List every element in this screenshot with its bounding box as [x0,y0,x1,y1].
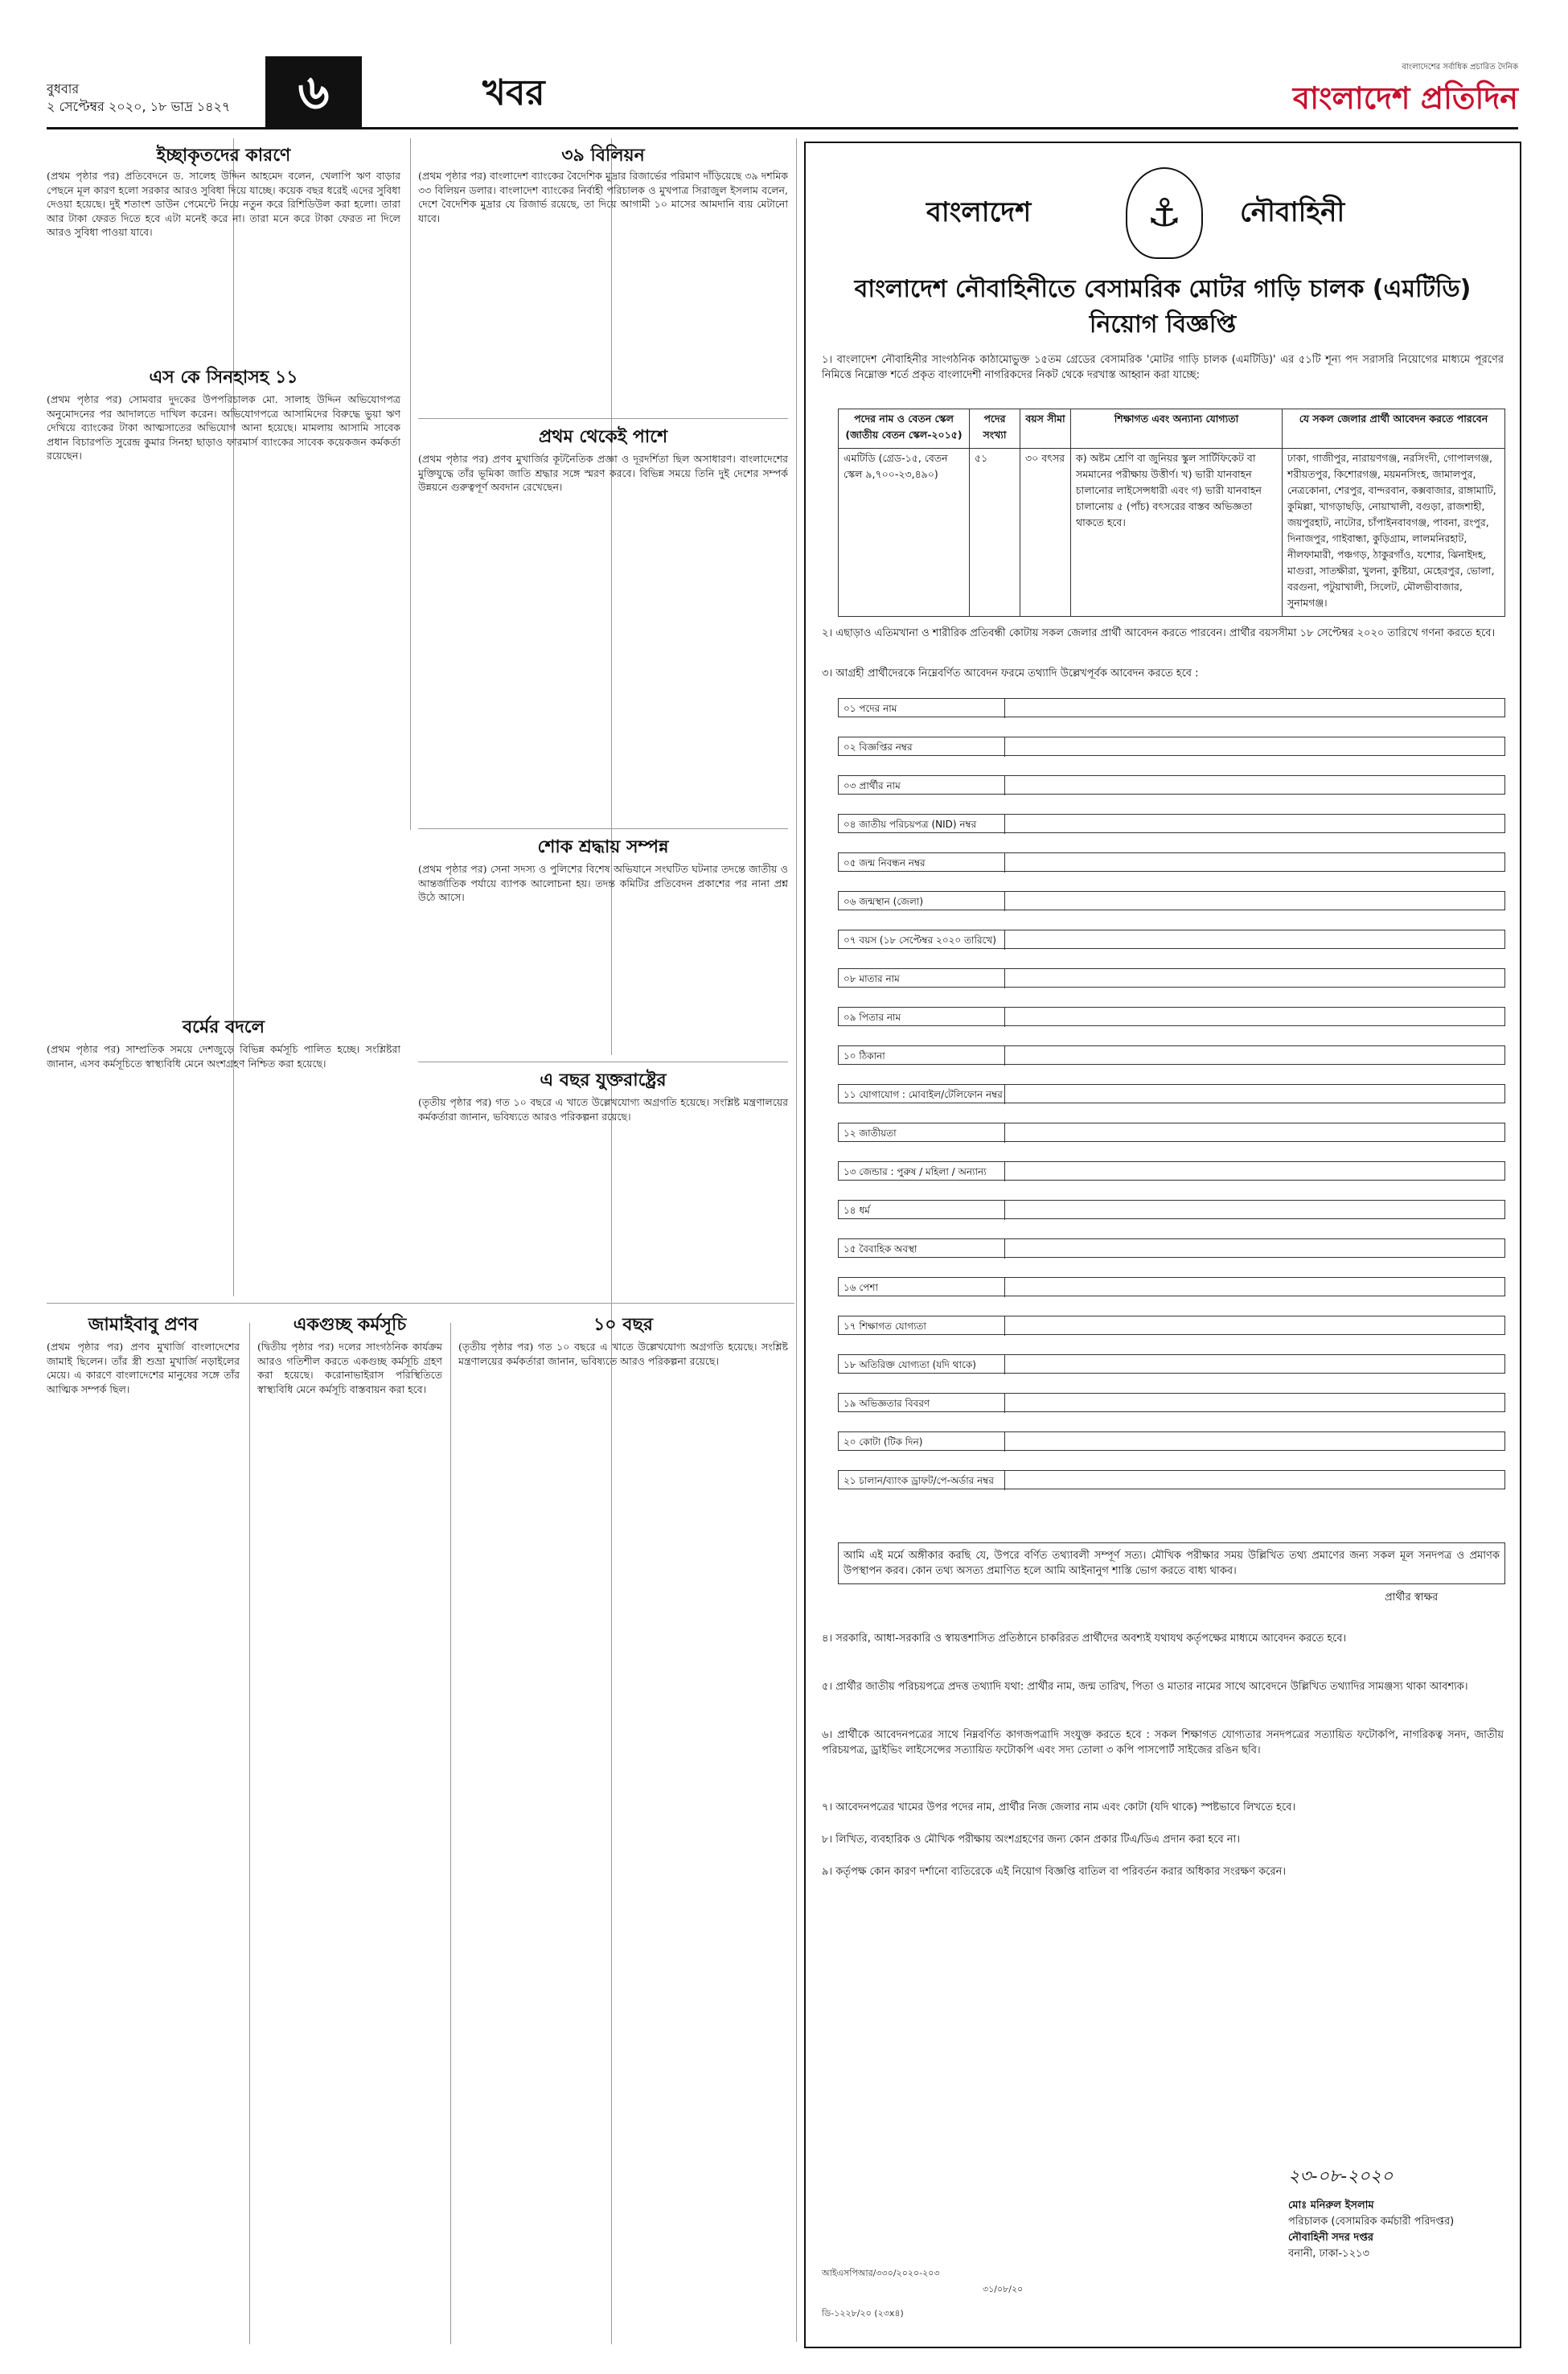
headline-9: একগুচ্ছ কর্মসূচি [293,1315,407,1335]
signer-office: নৌবাহিনী সদর দপ্তর [1288,2232,1374,2244]
form-row [838,891,1505,910]
headline-3: এস কে সিনহাসহ ১১ [149,368,298,388]
ref-number: আইএসপিআর/৩৩০/২০২০-২০৩ [822,2268,940,2278]
form-row-label: ২১ চালান/ব্যাংক ড্রাফট/পে-অর্ডার নম্বর [844,1471,1005,1490]
form-row [838,1393,1505,1412]
headline-1: ইচ্ছাকৃতদের কারণে [156,146,291,166]
form-row [838,775,1505,795]
form-row-label: ০৬ জন্মস্থান (জেলা) [844,892,1005,911]
form-row [838,1084,1505,1103]
ad-item-2: ২। এছাড়াও এতিমখানা ও শারীরিক প্রতিবন্ধী কোটায় সকল জেলার প্রার্থী আবেদন করতে পারবেন। প্রার্থীর বয়সসীমা ১৮ সেপ্টেম্বর ২০২০ তারিখে গণনা করতে হবে। [822,627,1496,639]
ad-intro: ১। বাংলাদেশ নৌবাহিনীর সাংগঠনিক কাঠামোভুক্ত ১৫তম গ্রেডের বেসামরিক 'মোটর গাড়ি চালক (এমটিডি)' এর ৫১টি শূন্য পদ সরাসরি নিয়োগের মাধ্যমে পূরণের নিমিত্তে নিম্নোক্ত শর্তে প্রকৃত বাংলাদেশী নাগরিকদের নিকট থেকে দরখাস্ত আহ্বান করা যাচ্ছে: [822,354,1504,381]
form-row-label: ০৮ মাতার নাম [844,969,1005,988]
form-row [838,968,1505,988]
article-body-10: (তৃতীয় পৃষ্ঠার পর) গত ১০ বছরে এ খাতে উল্লেখযোগ্য অগ্রগতি হয়েছে। সংশ্লিষ্ট মন্ত্রণালয়ের কর্মকর্তারা জানান, ভবিষ্যতে আরও পরিকল্পনা রয়েছে। [458,1341,788,1367]
form-row [838,1007,1505,1026]
form-row-label: ০২ বিজ্ঞপ্তির নম্বর [844,737,1005,757]
header-day: বুধবার [47,81,80,97]
header-rule [47,127,1518,129]
column-divider [410,138,411,830]
table-cell: ক) অষ্টম শ্রেণি বা জুনিয়র স্কুল সার্টিফিকেট বা সমমানের পরীক্ষায় উত্তীর্ণ। খ) ভারী যানবাহন চালানোর লাইসেন্সধারী এবং গ) ভারী যানবাহন চালানোয় ৫ (পাঁচ) বৎসরের বাস্তব অভিজ্ঞতা থাকতে হবে। [1071,449,1283,617]
headline-8: জামাইবাবু প্রণব [88,1315,199,1335]
section-title: খবর [482,72,545,113]
headline-2: ৩৯ বিলিয়ন [561,146,645,166]
form-row [838,1238,1505,1258]
article-body-6: (প্রথম পৃষ্ঠার পর) সাম্প্রতিক সময়ে দেশজুড়ে বিভিন্ন কর্মসূচি পালিত হচ্ছে। সংশ্লিষ্টরা জানান, এসব কর্মসূচিতে স্বাস্থ্যবিধি মেনে অংশগ্রহণ নিশ্চিত করা হয়েছে। [47,1043,400,1070]
form-row [838,1470,1505,1489]
form-row-label: ১৫ বৈবাহিক অবস্থা [844,1239,1005,1259]
form-row [838,1316,1505,1335]
article-body-1: (প্রথম পৃষ্ঠার পর) প্রতিবেদনে ড. সালেহ উদ্দিন আহমেদ বলেন, খেলাপি ঋণ বাড়ার পেছনে মূল কারণ হলো সরকার আরও সুবিধা দিয়ে যাচ্ছে। কয়েক বছর ধরেই এদের সুবিধা দেওয়া হয়েছে। দুই শতাংশ ডাউন পেমেন্টে নিয়ে নতুন করে রিশিডিউল করা হলো। তারা আর টাকা ফেরত দিতে হবে এটা মনেই করে না। তারা মনে করে টাকা ফেরত না দিলে আরও সুবিধা পাওয়া যাবে। [47,170,400,239]
form-row [838,930,1505,949]
section-divider [418,828,788,829]
form-row-label: ১০ ঠিকানা [844,1046,1005,1066]
headline-4: প্রথম থেকেই পাশে [538,427,668,447]
form-row-label: ১২ জাতীয়তা [844,1123,1005,1143]
form-row-label: ০৯ পিতার নাম [844,1008,1005,1027]
form-row [838,1354,1505,1374]
form-row [838,1277,1505,1296]
form-row-label: ১৯ অভিজ্ঞতার বিবরণ [844,1394,1005,1413]
ad-code: ডি-১২২৮/২০ (২৩x৪) [822,2308,904,2319]
signature-label: প্রার্থীর স্বাক্ষর [1385,1592,1439,1604]
article-body-5: (প্রথম পৃষ্ঠার পর) সেনা সদস্য ও পুলিশের বিশেষ অভিযানে সংঘটিত ঘটনার তদন্তে জাতীয় ও আন্তর্জাতিক পর্যায়ে ব্যাপক আলোচনা হয়। তদন্ত কমিটির প্রতিবেদন প্রকাশের পর নানা প্রশ্ন উঠে আসে। [418,863,788,904]
article-body-3: (প্রথম পৃষ্ঠার পর) সোমবার দুদকের উপপরিচালক মো. সালাহ উদ্দিন অভিযোগপত্র অনুমোদনের পর আদালতে দাখিল করেন। অভিযোগপত্রে আসামিদের বিরুদ্ধে ভুয়া ঋণ দেখিয়ে ব্যাংকের টাকা আত্মসাতের অভিযোগ আনা হয়েছে। মামলায় আসামি সাবেক প্রধান বিচারপতি সুরেন্দ্র কুমার সিনহা ছাড়াও ফারমার্স ব্যাংকের সাবেক কয়েকজন কর্মকর্তা রয়েছেন। [47,393,400,462]
form-row-label: ০৩ প্রার্থীর নাম [844,776,1005,795]
form-row-label: ০১ পদের নাম [844,699,1005,718]
signer-address: বনানী, ঢাকা-১২১৩ [1288,2248,1369,2260]
article-body-9: (দ্বিতীয় পৃষ্ঠার পর) দলের সাংগঠনিক কার্যক্রম আরও গতিশীল করতে একগুচ্ছ কর্মসূচি গ্রহণ করা হয়েছে। করোনাভাইরাস পরিস্থিতিতে স্বাস্থ্যবিধি মেনে কর্মসূচি বাস্তবায়ন করা হবে। [257,1341,442,1395]
form-row-label: ০৭ বয়স (১৮ সেপ্টেম্বর ২০২০ তারিখে) [844,930,1005,950]
ad-item-7: ৭। আবেদনপত্রের খামের উপর পদের নাম, প্রার্থীর নিজ জেলার নাম এবং কোটা (যদি থাকে) স্পষ্টভাবে লিখতে হবে। [822,1801,1296,1813]
form-row [838,1200,1505,1219]
headline-7: এ বছর যুক্তরাষ্ট্রের [540,1070,667,1090]
header-date [47,80,230,116]
ad-item-8: ৮। লিখিত, ব্যবহারিক ও মৌখিক পরীক্ষায় অংশগ্রহণের জন্য কোন প্রকার টিএ/ডিএ প্রদান করা হবে না। [822,1834,1240,1846]
header-date-text: ২ সেপ্টেম্বর ২০২০, ১৮ ভাদ্র ১৪২৭ [47,99,231,114]
headline-5: শোক শ্রদ্ধায় সম্পন্ন [537,837,669,857]
table-cell: ঢাকা, গাজীপুর, নারায়ণগঞ্জ, নরসিংদী, গোপালগঞ্জ, শরীয়তপুর, কিশোরগঞ্জ, ময়মনসিংহ, জামালপুর, নেত্রকোনা, শেরপুর, বান্দরবান, কক্সবাজার, রাঙ্গামাটি, কুমিল্লা, খাগড়াছড়ি, নোয়াখালী, বগুড়া, রাজশাহী, জয়পুরহাট, নাটোর, চাঁপাইনবাবগঞ্জ, পাবনা, রংপুর, দিনাজপুর, গাইবান্ধা, কুড়িগ্রাম, লালমনিরহাট, নীলফামারী, পঞ্চগড়, ঠাকুরগাঁও, যশোর, ঝিনাইদহ, মাগুরা, সাতক্ষীরা, খুলনা, কুষ্টিয়া, মেহেরপুর, ভোলা, বরগুনা, পটুয়াখালী, সিলেট, মৌলভীবাজার, সুনামগঞ্জ। [1283,449,1505,617]
newspaper-logo [1293,61,1518,126]
column-divider [796,138,797,2342]
ad-item-3: ৩। আগ্রহী প্রার্থীদেরকে নিম্নেবর্ণিত আবেদন ফরমে তথ্যাদি উল্লেখপূর্বক আবেদন করতে হবে : [822,667,1199,680]
recruitment-ad [804,142,1521,2348]
table-cell: ৩০ বৎসর [1020,449,1071,617]
form-row-label: ১৮ অতিরিক্ত যোগ্যতা (যদি থাকে) [844,1355,1005,1374]
page-number: ৬ [265,56,362,129]
form-row [838,814,1505,833]
signature-date: ২৩-০৮-২০২০ [1288,2167,1394,2187]
column-divider [249,1323,250,2344]
form-row [838,1123,1505,1142]
declaration: আমি এই মর্মে অঙ্গীকার করছি যে, উপরে বর্ণিত তথ্যাবলী সম্পূর্ণ সত্য। মৌখিক পরীক্ষার সময় উল্লিখিত তথ্য প্রমাণের জন্য সকল মূল সনদপত্র ও প্রমাণক উপস্থাপন করব। কোন তথ্য অসত্য প্রমাণিত হলে আমি আইনানুগ শাস্তি ভোগ করতে বাধ্য থাকব। [838,1542,1505,1584]
form-row-label: ২০ কোটা (টিক দিন) [844,1432,1005,1452]
ad-item-6: ৬। প্রার্থীকে আবেদনপত্রের সাথে নিম্নবর্ণিত কাগজপত্রাদি সংযুক্ত করতে হবে : সকল শিক্ষাগত যোগ্যতার সনদপত্রের সত্যায়িত ফটোকপি, নাগরিকত্ব সনদ, জাতীয় পরিচয়পত্র, ড্রাইভিং লাইসেন্সের সত্যায়িত ফটোকপি এবং সদ্য তোলা ৩ কপি পাসপোর্ট সাইজের রঙিন ছবি। [822,1729,1504,1756]
headline-6: বর্মের বদলে [182,1017,265,1037]
form-row [838,852,1505,872]
signer-name: মোঃ মনিরুল ইসলাম [1288,2199,1374,2212]
ad-title: বাংলাদেশ নৌবাহিনীতে বেসামরিক মোটর গাড়ি চালক (এমটিডি) নিয়োগ বিজ্ঞপ্তি [854,275,1472,339]
article-body-8: (প্রথম পৃষ্ঠার পর) প্রণব মুখার্জি বাংলাদেশের জামাই ছিলেন। তাঁর স্ত্রী শুভ্রা মুখার্জি নড়াইলের মেয়ে। এ কারণে বাংলাদেশের মানুষের সঙ্গে তাঁর আত্মিক সম্পর্ক ছিল। [47,1341,240,1395]
signer-title: পরিচালক (বেসামরিক কর্মচারী পরিদপ্তর) [1288,2216,1455,2228]
form-row-label: ১৭ শিক্ষাগত যোগ্যতা [844,1316,1005,1336]
newspaper-name: বাংলাদেশ প্রতিদিন [1292,80,1518,116]
form-row-label: ০৪ জাতীয় পরিচয়পত্র (NID) নম্বর [844,815,1005,834]
section-divider [418,418,788,419]
ad-org-right: নৌবাহিনী [1240,196,1345,228]
ref-date: ৩১/০৮/২০ [983,2284,1024,2294]
form-row [838,698,1505,717]
headline-10: ১০ বছর [593,1315,653,1335]
table-header: যে সকল জেলার প্রার্থী আবেদন করতে পারবেন [1283,409,1505,449]
form-row-label: ০৫ জন্ম নিবন্ধন নম্বর [844,853,1005,873]
form-row-label: ১৬ পেশা [844,1278,1005,1297]
form-row [838,1431,1505,1451]
form-row [838,1045,1505,1065]
newspaper-tagline: বাংলাদেশের সর্বাধিক প্রচারিত দৈনিক [1402,63,1518,72]
ad-item-9: ৯। কর্তৃপক্ষ কোন কারণ দর্শানো ব্যতিরেকে এই নিয়োগ বিজ্ঞপ্তি বাতিল বা পরিবর্তন করার অধিকার সংরক্ষণ করেন। [822,1866,1287,1878]
article-body-2: (প্রথম পৃষ্ঠার পর) বাংলাদেশ ব্যাংকের বৈদেশিক মুদ্রার রিজার্ভের পরিমাণ দাঁড়িয়েছে ৩৯ দশমিক ৩৩ বিলিয়ন ডলার। বাংলাদেশ ব্যাংকের নির্বাহী পরিচালক ও মুখপাত্র সিরাজুল ইসলাম বলেন, দেশে বৈদেশিক মুদ্রার যে রিজার্ভ রয়েছে, তা দিয়ে আগামী ১০ মাসের আমদানি ব্যয় মেটানো যাবে। [418,170,788,224]
table-header: বয়স সীমা [1020,409,1071,449]
form-row-label: ১৩ জেন্ডার : পুরুষ / মহিলা / অন্যান্য [844,1162,1005,1181]
ad-org-left: বাংলাদেশ [926,196,1032,228]
table-cell: এমটিডি (গ্রেড-১৫, বেতন স্কেল ৯,৭০০-২৩,৪৯০) [839,449,970,617]
form-row [838,1161,1505,1181]
article-body-4: (প্রথম পৃষ্ঠার পর) প্রণব মুখার্জির কূটনৈতিক প্রজ্ঞা ও দূরদর্শিতা ছিল অসাধারণ। বাংলাদেশের মুক্তিযুদ্ধে তাঁর ভূমিকা জাতি শ্রদ্ধার সঙ্গে স্মরণ করবে। বিভিন্ন সময়ে তিনি দুই দেশের সম্পর্ক উন্নয়নে গুরুত্বপূর্ণ অবদান রেখেছেন। [418,453,788,494]
vacancy-table [838,409,1505,617]
table-header: পদের নাম ও বেতন স্কেল (জাতীয় বেতন স্কেল-২০১৫) [839,409,970,449]
form-row-label: ১১ যোগাযোগ : মোবাইল/টেলিফোন নম্বর [844,1085,1005,1104]
article-body-7: (তৃতীয় পৃষ্ঠার পর) গত ১০ বছরে এ খাতে উল্লেখযোগ্য অগ্রগতি হয়েছে। সংশ্লিষ্ট মন্ত্রণালয়ের কর্মকর্তারা জানান, ভবিষ্যতে আরও পরিকল্পনা রয়েছে। [418,1096,788,1123]
form-row-label: ১৪ ধর্ম [844,1201,1005,1220]
table-header: শিক্ষাগত এবং অন্যান্য যোগ্যতা [1071,409,1283,449]
ad-item-4: ৪। সরকারি, আধা-সরকারি ও স্বায়ত্তশাসিত প্রতিষ্ঠানে চাকরিরত প্রার্থীদের অবশ্যই যথাযথ কর্তৃপক্ষের মাধ্যমে আবেদন করতে হবে। [822,1633,1347,1645]
table-header: পদের সংখ্যা [970,409,1020,449]
table-cell: ৫১ [970,449,1020,617]
form-row [838,737,1505,756]
navy-emblem-icon: ⚓ [1126,167,1203,259]
ad-item-5: ৫। প্রার্থীর জাতীয় পরিচয়পত্রে প্রদত্ত তথ্যাদি যথা: প্রার্থীর নাম, জন্ম তারিখ, পিতা ও মাতার নামের সাথে আবেদনে উল্লিখিত তথ্যাদির সামঞ্জস্য থাকা আবশ্যক। [822,1681,1468,1693]
section-divider [47,1303,794,1304]
column-divider [450,1323,451,2344]
